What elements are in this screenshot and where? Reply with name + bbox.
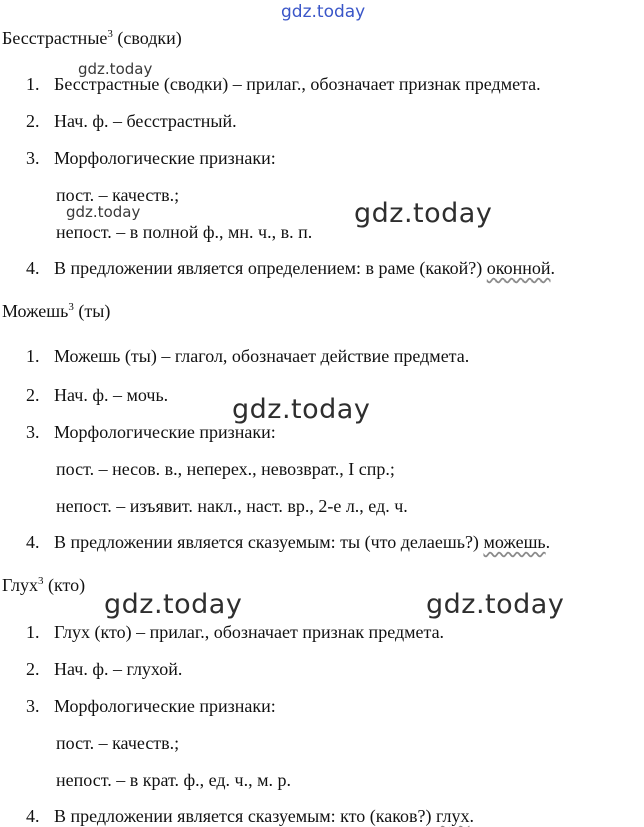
list-item: 3. Морфологические признаки:	[26, 422, 276, 442]
morph-permanent: пост. – качеств.;	[56, 185, 180, 205]
list-item: 2. Нач. ф. – мочь.	[26, 385, 169, 405]
watermark-small: gdz.today	[78, 60, 153, 78]
watermark-large: gdz.today	[354, 198, 493, 229]
list-item: 1. Можешь (ты) – глагол, обозначает действие предмета.	[26, 346, 470, 366]
list-item: 4. В предложении является сказуемым: кто (каков?) глух.	[26, 806, 474, 826]
watermark-large: gdz.today	[232, 394, 371, 425]
watermark-top: gdz.today	[281, 2, 366, 22]
watermark-large: gdz.today	[426, 589, 565, 620]
list-item: 4. В предложении является сказуемым: ты (что делаешь?) можешь.	[26, 532, 551, 552]
watermark-small: gdz.today	[66, 203, 141, 221]
list-item: 2. Нач. ф. – бесстрастный.	[26, 111, 237, 131]
morph-nonpermanent: непост. – в крат. ф., ед. ч., м. р.	[56, 770, 292, 790]
morph-nonpermanent: непост. – в полной ф., мн. ч., в. п.	[56, 222, 313, 242]
list-item: 2. Нач. ф. – глухой.	[26, 659, 183, 679]
watermark-large: gdz.today	[104, 589, 243, 620]
morph-permanent: пост. – качеств.;	[56, 733, 180, 753]
section-heading: Можешь$^3$ (ты)	[2, 301, 111, 321]
section-heading: Глух$^3$ (кто)	[2, 575, 86, 595]
list-item: 3. Морфологические признаки:	[26, 148, 276, 168]
list-item: 1. Бесстрастные (сводки) – прилаг., обозначает признак предмета.	[26, 74, 541, 94]
list-item: 4. В предложении является определением: в раме (какой?) оконной.	[26, 258, 555, 278]
section-heading: Бесстрастные$^3$ (сводки)	[2, 28, 182, 48]
morph-nonpermanent: непост. – изъявит. накл., наст. вр., 2-е л., ед. ч.	[56, 496, 408, 516]
list-item: 1. Глух (кто) – прилаг., обозначает признак предмета.	[26, 622, 445, 642]
list-item: 3. Морфологические признаки:	[26, 696, 276, 716]
morph-permanent: пост. – несов. в., неперех., невозврат., I спр.;	[56, 459, 395, 479]
